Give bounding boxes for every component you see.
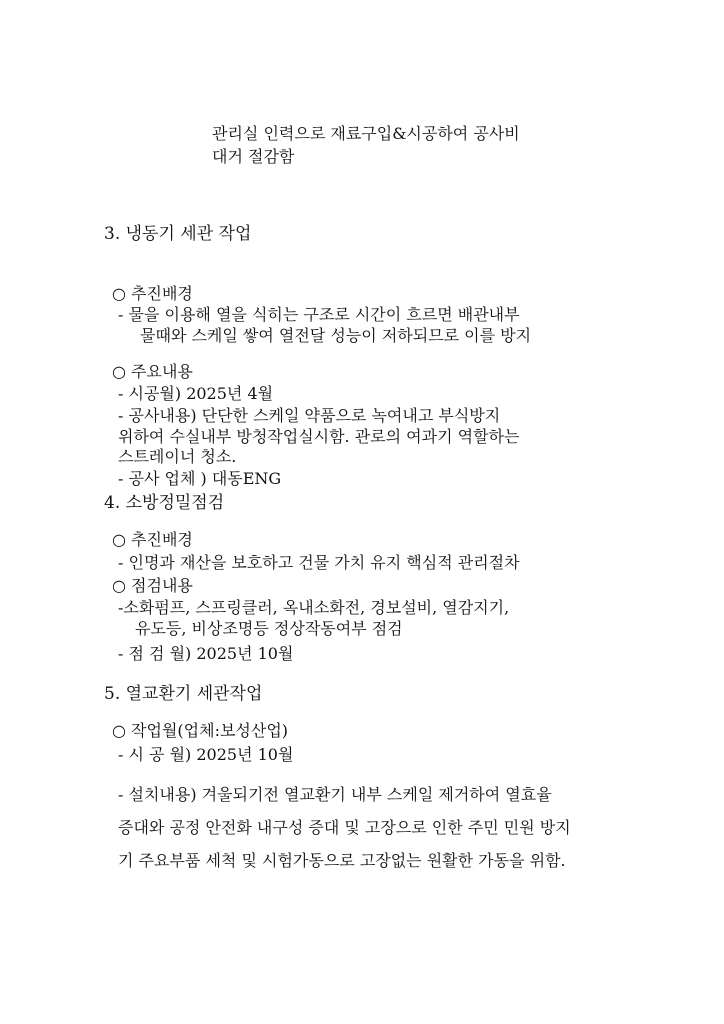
section4-check-line-2: 유도등, 비상조명등 정상작동여부 점검	[135, 619, 403, 638]
section4-bg-line-1: - 인명과 재산을 보호하고 건물 가치 유지 핵심적 관리절차	[118, 553, 520, 572]
section5-title: 5. 열교환기 세관작업	[104, 684, 263, 704]
section3-work-line-3: 스트레이너 청소.	[118, 447, 237, 466]
section4-check-heading: ○ 점검내용	[112, 576, 193, 595]
intro-line-1: 관리실 인력으로 재료구입&시공하여 공사비	[212, 124, 520, 143]
section3-bg-line-2: 물때와 스케일 쌓여 열전달 성능이 저하되므로 이를 방지	[140, 326, 532, 345]
section4-check-line-1: -소화펌프, 스프링클러, 옥내소화전, 경보설비, 열감지기,	[118, 598, 510, 617]
section4-month: - 점 검 월) 2025년 10월	[118, 644, 294, 663]
section5-work-line-1: - 설치내용) 겨울되기전 열교환기 내부 스케일 제거하여 열효율	[118, 785, 552, 804]
section3-main-heading: ○ 주요내용	[112, 362, 193, 381]
section3-title: 3. 냉동기 세관 작업	[104, 224, 252, 244]
section3-work-line-1: - 공사내용) 단단한 스케일 약품으로 녹여내고 부식방지	[118, 406, 501, 425]
section3-bg-heading: ○ 추진배경	[112, 284, 193, 303]
section3-bg-line-1: - 물을 이용해 열을 식히는 구조로 시간이 흐르면 배관내부	[118, 305, 520, 324]
section4-bg-heading: ○ 추진배경	[112, 530, 193, 549]
section5-work-line-2: 증대와 공정 안전화 내구성 증대 및 고장으로 인한 주민 민원 방지	[118, 818, 571, 837]
section5-work-line-3: 기 주요부품 세척 및 시험가동으로 고장없는 원활한 가동을 위함.	[118, 851, 566, 870]
intro-line-2: 대거 절감함	[212, 147, 295, 166]
section5-month-heading: ○ 작업월(업체:보성산업)	[112, 721, 289, 740]
section5-schedule: - 시 공 월) 2025년 10월	[118, 745, 294, 764]
section4-title: 4. 소방정밀점검	[104, 493, 225, 513]
section3-work-line-2: 위하여 수실내부 방청작업실시함. 관로의 여과기 역할하는	[118, 427, 520, 446]
section3-schedule: - 시공월) 2025년 4월	[118, 384, 274, 403]
section3-contractor: - 공사 업체 ) 대동ENG	[118, 469, 282, 488]
